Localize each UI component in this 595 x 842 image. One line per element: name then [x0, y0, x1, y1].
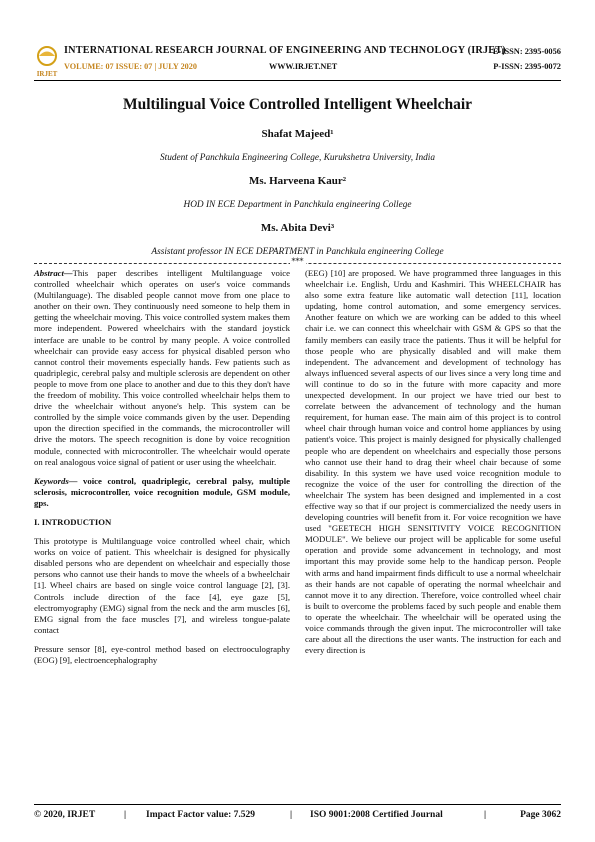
footer-copyright: © 2020, IRJET: [34, 810, 96, 820]
volume-issue: VOLUME: 07 ISSUE: 07 | JULY 2020: [64, 62, 197, 71]
svg-text:IRJET: IRJET: [36, 70, 58, 78]
irjet-logo: [34, 45, 60, 79]
journal-header: [34, 41, 561, 79]
intro-paragraph: Pressure sensor [8], eye-control method based on electrooculography (EOG) [9], electroencephalography: [34, 643, 290, 665]
author-name: Ms. Harveena Kaur²: [248, 175, 347, 187]
paper-title: Multilingual Voice Controlled Intelligent Wheelchair: [122, 96, 473, 113]
section-separator: ***: [34, 258, 561, 268]
footer-page-number: Page 3062: [520, 810, 561, 820]
intro-paragraph: This prototype is Multilanguage voice controlled wheel chair, which works on voice of patient. This wheelchair is designed for physically disabled persons who are dependent on wheelchair and especially those persons who cannot use their hands to move the wheels of a bwheelchair [1]. Wheel chairs are based on single voice control language [2], [3]. Controls include direction of the face [4], eye gaze [5], electromyography (EMG) signal from the neck and the arm muscles [6], EMG signal from the face muscles [7], and wireless tongue-palate contact: [34, 536, 290, 635]
body-paragraph: (EEG) [10] are proposed. We have programmed three languages in this wheelchair i.e. English, Urdu and Kashmiri. This WHEELCHAIR has also some extra feature like automatic wall detection [11], location updating, home control automation, and some emergency services. Another feature on which we are working can be added to this wheel chair i.e. we can connect this wheelchair with GSM & GPS so that the family members can easily trace the patients. Thus it will be helpful for those people who are physically disabled and will make them independent. The advancement and development of technology has always influenced several aspects of our lives since a very long time and will continue to do so in the future with more capacity and more unexpected development. In our project we have tried our best to correlate between the advancement of technology and the human requirement, for human ease. The main aim of this project is to control wheel chair through human voice and control home appliances by using patient's voice. This project is mainly designed for physically challenged people who are dependent on wheelchairs and especially those persons who cannot use their hand to drag their wheel chair because of some disability. In this system we have used voice recognition module to recognize the voice of the user for controlling the direction of the wheelchair The system has been designed and implemented in a cost effective way so that if our project is commercialized the needy users in developing countries will benefit from it. For voice recognition we have used "GEETECH HIGH SENSITIVITY VOICE RECOGNITION MODULE". We believe our project will be applicable for some useful operation and provide some advancement in technology, and most important this may provide some help to the handicap person. People with arms and hand impairment finds difficult to use a normal wheelchair as their hands are not capable of operating the normal wheelchair and cannot move it to any direction. Therefore, voice controlled wheel chair is built to overcome the problems faced by such people and enable them to operate the wheelchair. The wheelchair will be operated using the voice commands through the given input. The microcontroller will take care about all the directions the user wants. The instruction for each and every direction is: [305, 268, 561, 656]
keywords-label: Keywords—: [34, 475, 78, 486]
section-heading: I. INTRODUCTION: [34, 516, 112, 527]
footer-separator: |: [484, 810, 487, 820]
abstract-text: This paper describes intelligent Multilanguage voice controlled wheelchair which operates on user's voice commands (Multilanguage). The disabled people cannot move from one place to another on their own. They continuously need someone to help them in getting the wheelchair moving. This voice controlled system makes them more independent. Powered wheelchairs with the standard joystick interface are unable to be control by many people. A voice controlled wheelchair can provide easy access for physical disabled person who cannot control their movements especially hands. Few patients such as quadriplegic, cerebral palsy and multiple sclerosis are dependent on other people to move from one place to another and due to this they don't have the freedom of mobility. This voice controlled wheelchair helps them to drive the wheelchair without anyone's help. This system can be controlled by the simple voice commands given by the user. Depending upon the direction specified in the commands, the microcontroller will drive the motors. The speech recognition is done by voice recognition module, connected with microcontroller. The wheelchair would operate on real analogous voice signal of patient or user using the wheelchair.: [34, 268, 290, 467]
author-affiliation: HOD IN ECE Department in Panchkula engineering College: [183, 200, 412, 210]
author-affiliation: Assistant professor IN ECE DEPARTMENT in Panchkula engineering College: [151, 247, 444, 257]
footer-separator: |: [124, 810, 127, 820]
header-rule: [34, 80, 561, 81]
p-issn: P-ISSN: 2395-0072: [493, 62, 561, 71]
journal-name: INTERNATIONAL RESEARCH JOURNAL OF ENGINEERING AND TECHNOLOGY (IRJET): [64, 45, 506, 56]
journal-website[interactable]: WWW.IRJET.NET: [269, 62, 338, 71]
author-name: Shafat Majeed¹: [261, 128, 334, 140]
author-name: Ms. Abita Devi³: [260, 222, 335, 234]
abstract: [34, 268, 290, 468]
keywords-text: voice control, quadriplegic, cerebral palsy, multiple sclerosis, microcontroller, voice recognition module, GSM module, gps.: [34, 475, 290, 508]
left-column: [34, 268, 290, 674]
footer-impact-factor: Impact Factor value: 7.529: [146, 810, 256, 820]
abstract-label: Abstract—: [34, 268, 73, 278]
footer-separator: |: [290, 810, 293, 820]
right-column: [305, 268, 561, 664]
e-issn: E-ISSN: 2395-0056: [492, 47, 561, 56]
keywords: [34, 476, 290, 509]
author-affiliation: Student of Panchkula Engineering College, Kurukshetra University, India: [160, 153, 435, 163]
footer-iso: ISO 9001:2008 Certified Journal: [310, 810, 443, 820]
